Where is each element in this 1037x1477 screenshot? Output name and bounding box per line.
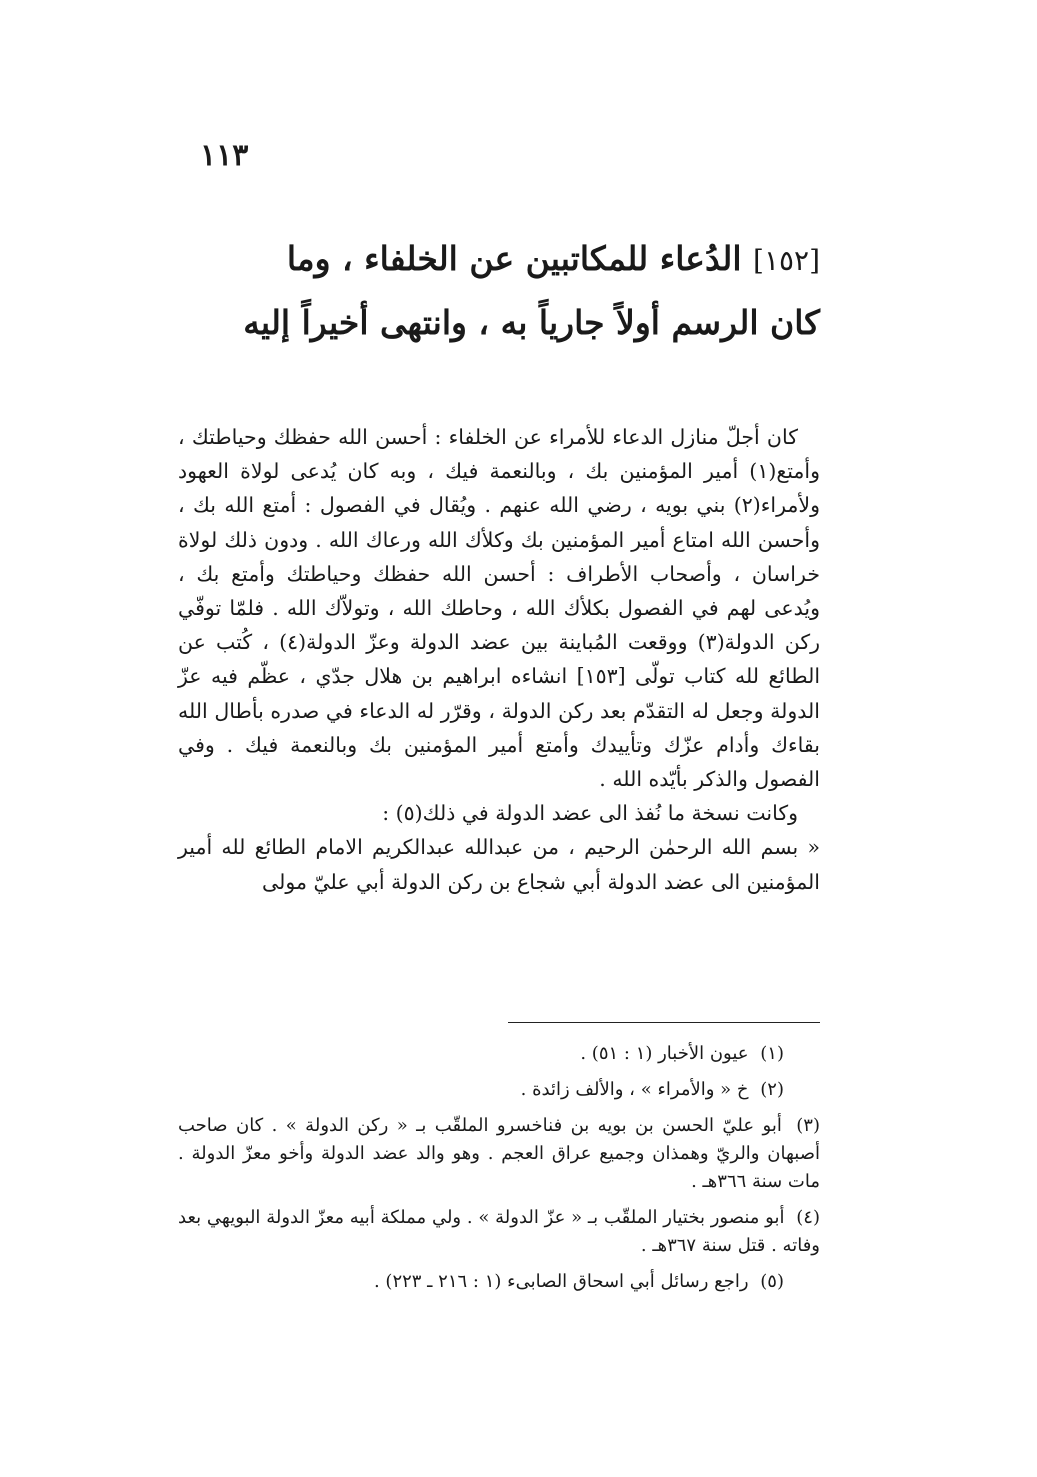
footnote-text: خ « والأمراء » ، والألف زائدة . bbox=[520, 1079, 749, 1100]
footnote bbox=[178, 1204, 820, 1260]
footnote-text: راجع رسائل أبي اسحاق الصابىء (١ : ٢١٦ ـ ٢٢٣) . bbox=[373, 1271, 749, 1292]
footnote-text: عيون الأخبار (١ : ٥١) . bbox=[580, 1043, 749, 1064]
footnote bbox=[178, 1040, 820, 1068]
footnote-number: (٣) bbox=[796, 1115, 820, 1136]
footnote bbox=[178, 1112, 820, 1196]
footnote bbox=[178, 1076, 820, 1104]
footnote bbox=[178, 1268, 820, 1296]
page-number: ١١٣ bbox=[200, 138, 249, 173]
body-paragraph: كان أجلّ منازل الدعاء للأمراء عن الخلفاء : أحسن الله حفظك وحياطتك ، وأمتع(١) أمير المؤمنين بك ، وبالنعمة فيك ، وبه كان يُدعى لولاة العهود ولأمراء(٢) بني بويه ، رضي الله عنهم . ويُقال في الفصول : أمتع الله بك ، وأحسن الله امتاع أمير المؤمنين بك وكلأك الله ورعاك الله . ودون ذلك لولاة خراسان ، وأصحاب الأطراف : أحسن الله حفظك وحياطتك وأمتع بك ، ويُدعى لهم في الفصول بكلأك الله ، وحاطك الله ، وتولاّك الله . فلمّا توفّي ركن الدولة(٣) ووقعت المُباينة بين عضد الدولة وعزّ الدولة(٤) ، كُتب عن الطائع لله كتاب تولّى [١٥٣] انشاءه ابراهيم بن هلال جدّي ، عظّم فيه عزّ الدولة وجعل له التقدّم بعد ركن الدولة ، وقرّر له الدعاء في صدره بأطال الله بقاءك وأدام عزّك وتأييدك وأمتع أمير المؤمنين بك وبالنعمة فيك . وفي الفصول والذكر بأيّده الله . bbox=[178, 425, 821, 792]
footnote-text: أبو عليّ الحسن بن بويه بن فناخسرو الملقّب بـ « ركن الدولة » . كان صاحب أصبهان والريّ وهمذان وجميع عراق العجم . وهو والد عضد الدولة وأخو معزّ الدولة . مات سنة ٣٦٦هـ . bbox=[178, 1115, 820, 1192]
footnote-number: (١) bbox=[760, 1043, 784, 1064]
footnote-number: (٤) bbox=[796, 1207, 820, 1228]
section-heading bbox=[240, 228, 820, 354]
section-title: الدُعاء للمكاتبين عن الخلفاء ، وما كان الرسم أولاً جارياً به ، وانتهى أخيراً إليه bbox=[243, 239, 820, 342]
footnote-text: أبو منصور بختيار الملقّب بـ « عزّ الدولة » . ولي مملكة أبيه معزّ الدولة البويهي بعد وفاته . قتل سنة ٣٦٧هـ . bbox=[178, 1207, 820, 1256]
body-paragraph: وكانت نسخة ما نُفذ الى عضد الدولة في ذلك(٥) : bbox=[382, 801, 798, 826]
footnote-divider bbox=[508, 1022, 820, 1023]
body-paragraph: « بسم الله الرحمٰن الرحيم ، من عبدالله عبدالكريم الامام الطائع لله أمير المؤمنين الى عضد الدولة أبي شجاع بن ركن الدولة أبي عليّ مولى bbox=[178, 835, 820, 894]
footnotes bbox=[178, 1040, 820, 1304]
section-number: [١٥٢] bbox=[753, 244, 820, 277]
footnote-number: (٢) bbox=[760, 1079, 784, 1100]
body-text bbox=[178, 420, 820, 899]
footnote-number: (٥) bbox=[760, 1271, 784, 1292]
